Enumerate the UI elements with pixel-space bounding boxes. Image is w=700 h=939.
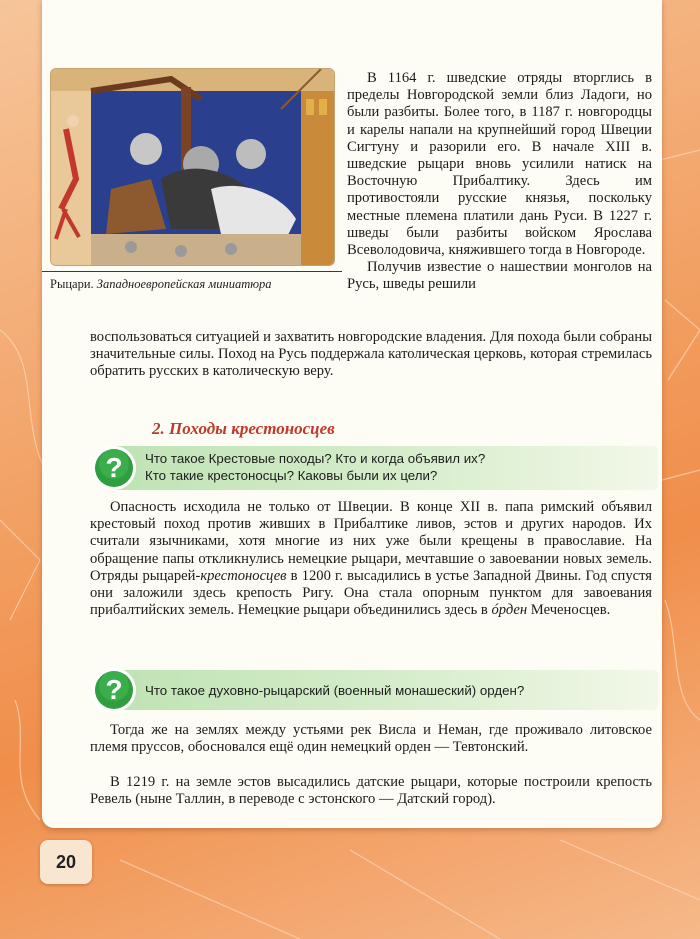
question-1-line-2: Кто такие крестоносцы? Каковы были их цели? [145,468,438,483]
section-title: 2. Походы крестоносцев [152,419,335,438]
image-caption [50,276,345,292]
paragraph-2-start: Получив известие о нашествии монголов на Русь, шведы решили [347,259,652,293]
paragraph-3 [90,499,652,619]
question-mark-icon [90,444,138,492]
question-text-2: Что такое духовно-рыцарский (военный монашеский) орден? [145,683,525,698]
knights-miniature-image [50,68,335,266]
paragraph-3-tail: Меченосцев. [527,602,611,619]
question-text-1 [145,450,650,484]
right-column-text [347,70,652,294]
paragraph-3-part-2: в 1200 г. высадились в устье Западной Двины. Год спустя они заложили здесь крепость Ригу. Она стала опорным пунктом для завоевания прибалтийских земель. Немецкие рыцари объединились здесь в [90,567,652,619]
caption-rule [42,271,342,272]
paragraph-5: В 1219 г. на земле эстов высадились датские рыцари, которые построили крепость Ревель (ныне Таллин, в переводе с эстонского — Датский город). [90,774,652,808]
question-1-line-1: Что такое Крестовые походы? Кто и когда объявил их? [145,451,486,466]
miniature-drawing [51,69,334,265]
page-number: 20 [40,840,92,884]
paragraph-1: В 1164 г. шведские отряды вторглись в пределы Новгородской земли близ Ладоги, но были разбиты. Более того, в 1187 г. новгородцы и карелы напали на крупнейший город Швеции Сигтуну и разорили его. В начале XIII в. шведские рыцари вновь усилили натиск на Восточную Прибалтику. Здесь им противостояли русские князья, поскольку местные племена платили дань Руси. В 1227 г. шведы были разбиты войском Ярослава Всеволодовича, княжившего тогда в Новгороде. [347,70,652,259]
svg-text:?: ? [105,452,123,483]
paragraph-3-italic-2: óрден [491,602,528,619]
paragraph-3-italic: крестоносцев [200,567,287,584]
paragraph-4: Тогда же на землях между устьями рек Висла и Неман, где проживало литовское племя пруссов, обосновался ещё один немецкий орден — Тевтонский. [90,722,652,756]
paragraph-3-part-1: Опасность исходила не только от Швеции. В конце XII в. папа римский объявил крестовый поход против живших в Прибалтике ливов, эстов и других народов. Их считали язычниками, хотя многие из них уже были крещены в православие. На обращение папы откликнулись немецкие рыцари, мечтавшие о завоевании новых земель. Отряды рыцарей- [90,499,652,584]
caption-prefix: Рыцари. [50,277,94,291]
page-sheet [42,0,662,828]
paragraph-2-continued: воспользоваться ситуацией и захватить новгородские владения. Для похода были собраны значительные силы. Поход на Русь поддержала католическая церковь, которая стремилась обратить русских в католическую веру. [90,329,652,380]
caption-italic: Западноевропейская миниатюра [96,277,272,291]
svg-text:?: ? [105,674,123,705]
question-mark-icon-2 [90,666,138,714]
